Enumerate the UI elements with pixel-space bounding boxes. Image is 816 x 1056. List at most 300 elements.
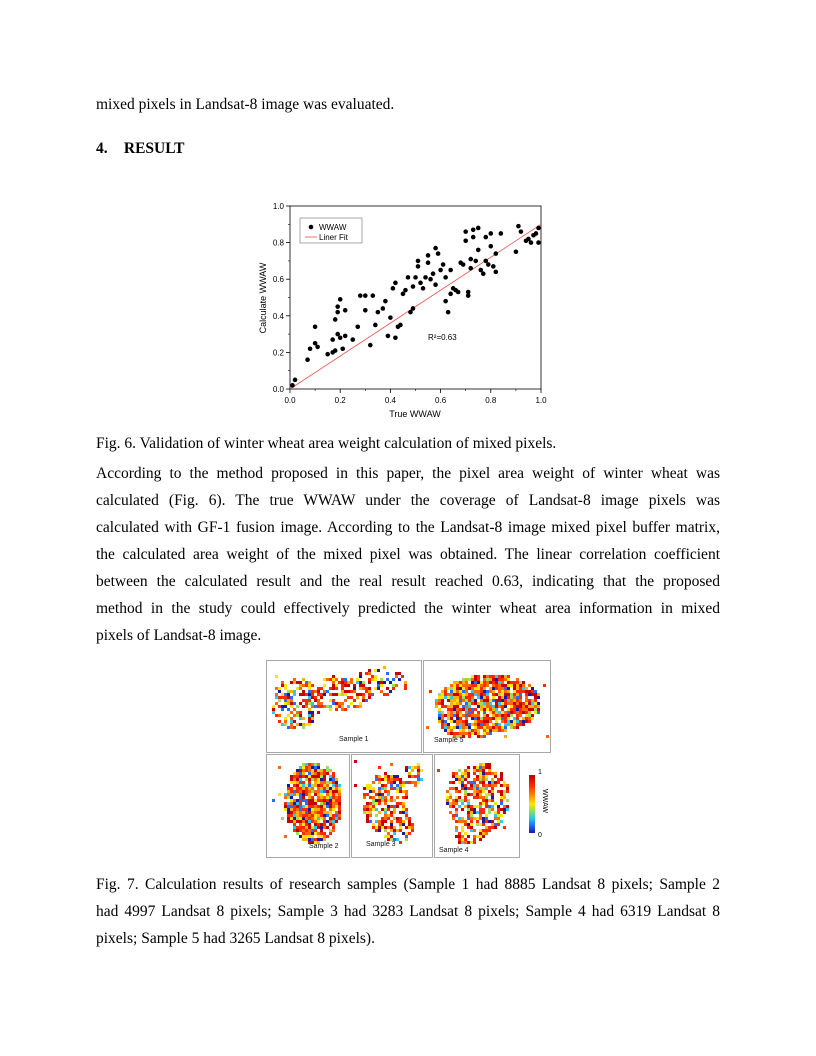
map-pixel [305, 826, 308, 829]
map-pixel [372, 787, 375, 790]
map-pixel [299, 784, 302, 787]
map-pixel [446, 790, 449, 793]
map-pixel [344, 708, 347, 711]
map-pixel [476, 793, 479, 796]
map-pixel [290, 717, 293, 720]
map-pixel [314, 832, 317, 835]
map-pixel [296, 769, 299, 772]
map-pixel [483, 702, 486, 705]
map-pixel [464, 784, 467, 787]
x-axis-label: True WWAW [389, 409, 441, 419]
map-pixel [317, 763, 320, 766]
map-pixel [305, 702, 308, 705]
map-pixel [299, 787, 302, 790]
data-point [386, 334, 391, 339]
data-point [333, 348, 338, 353]
map-pixel [507, 714, 510, 717]
map-pixel [398, 672, 401, 675]
map-pixel [468, 714, 471, 717]
map-pixel [366, 784, 369, 787]
map-pixel [329, 693, 332, 696]
map-pixel [299, 790, 302, 793]
colorbar-max-label: 1 [538, 769, 542, 776]
map-pixel [290, 720, 293, 723]
map-pixel [293, 817, 296, 820]
map-pixel [501, 720, 504, 723]
map-pixel [381, 826, 384, 829]
map-pixel [519, 687, 522, 690]
map-pixel [492, 714, 495, 717]
map-pixel [500, 793, 503, 796]
map-pixel [369, 787, 372, 790]
map-pixel [461, 799, 464, 802]
data-point [471, 227, 476, 232]
map-pixel [293, 793, 296, 796]
map-pixel [477, 711, 480, 714]
map-pixel [459, 690, 462, 693]
map-pixel [278, 705, 281, 708]
map-pixel [275, 696, 278, 699]
map-pixel [405, 781, 408, 784]
data-point [343, 334, 348, 339]
map-pixel [338, 802, 341, 805]
map-pixel [498, 675, 501, 678]
map-pixel [486, 684, 489, 687]
map-pixel [359, 693, 362, 696]
map-pixel [456, 714, 459, 717]
map-pixel [308, 811, 311, 814]
y-tick-label: 0.2 [272, 348, 284, 358]
map-pixel [477, 729, 480, 732]
map-pixel [476, 820, 479, 823]
map-pixel [299, 772, 302, 775]
map-pixel [489, 717, 492, 720]
map-pixel [320, 811, 323, 814]
map-pixel [323, 787, 326, 790]
data-point [338, 335, 343, 340]
map-pixel [387, 781, 390, 784]
data-point [456, 290, 461, 295]
map-pixel [408, 775, 411, 778]
map-pixel [308, 708, 311, 711]
map-pixel [473, 769, 476, 772]
map-pixel [317, 832, 320, 835]
map-pixel [287, 808, 290, 811]
map-pixel [305, 681, 308, 684]
map-pixel [390, 799, 393, 802]
map-pixel [507, 678, 510, 681]
data-point [343, 308, 348, 313]
map-pixel [498, 687, 501, 690]
map-pixel [476, 817, 479, 820]
map-pixel [483, 696, 486, 699]
map-pixel [372, 781, 375, 784]
map-pixel [308, 781, 311, 784]
map-pixel [525, 720, 528, 723]
map-pixel [335, 705, 338, 708]
map-pixel [464, 778, 467, 781]
data-point [335, 310, 340, 315]
map-pixel [525, 696, 528, 699]
map-pixel [338, 811, 341, 814]
map-pixel [480, 699, 483, 702]
map-pixel [494, 781, 497, 784]
map-pixel [461, 820, 464, 823]
map-pixel [467, 841, 470, 844]
map-pixel [354, 784, 357, 787]
map-pixel [308, 784, 311, 787]
map-pixel [281, 705, 284, 708]
map-pixel [477, 681, 480, 684]
data-point [536, 240, 541, 245]
map-pixel [293, 784, 296, 787]
map-pixel [476, 805, 479, 808]
map-pixel [525, 693, 528, 696]
map-pixel [390, 784, 393, 787]
map-pixel [459, 711, 462, 714]
map-pixel [305, 784, 308, 787]
x-tick-label: 0.8 [485, 396, 497, 405]
map-pixel [329, 687, 332, 690]
map-pixel [483, 693, 486, 696]
map-pixel [473, 829, 476, 832]
map-pixel [470, 781, 473, 784]
map-pixel [498, 690, 501, 693]
map-pixel [513, 687, 516, 690]
map-pixel [519, 684, 522, 687]
map-pixel [504, 696, 507, 699]
map-pixel [467, 823, 470, 826]
map-pixel [338, 814, 341, 817]
map-pixel [449, 781, 452, 784]
map-pixel [495, 702, 498, 705]
map-pixel [399, 787, 402, 790]
map-pixel [450, 690, 453, 693]
map-pixel [302, 772, 305, 775]
map-pixel [506, 808, 509, 811]
map-pixel [537, 693, 540, 696]
map-pixel [459, 693, 462, 696]
map-pixel [317, 796, 320, 799]
map-pixel [534, 693, 537, 696]
map-pixel [402, 832, 405, 835]
map-pixel [308, 832, 311, 835]
map-pixel [399, 811, 402, 814]
legend-label-fit: Liner Fit [319, 233, 348, 242]
data-point [489, 244, 494, 249]
map-pixel [488, 826, 491, 829]
map-pixel [405, 838, 408, 841]
data-point [433, 282, 438, 287]
map-pixel [516, 693, 519, 696]
map-pixel [495, 720, 498, 723]
map-pixel [503, 811, 506, 814]
map-pixel [455, 799, 458, 802]
map-pixel [494, 784, 497, 787]
map-pixel [437, 769, 440, 772]
map-pixel [332, 781, 335, 784]
map-pixel [381, 823, 384, 826]
map-pixel [480, 684, 483, 687]
map-pixel [483, 699, 486, 702]
map-pixel [317, 826, 320, 829]
map-pixel [311, 784, 314, 787]
data-point [340, 346, 345, 351]
map-pixel [311, 838, 314, 841]
map-pixel [482, 835, 485, 838]
map-pixel [378, 823, 381, 826]
map-pixel [491, 781, 494, 784]
map-pixel [534, 711, 537, 714]
map-pixel [299, 781, 302, 784]
map-pixel [326, 787, 329, 790]
map-pixel [302, 678, 305, 681]
map-pixel [459, 732, 462, 735]
map-pixel [332, 772, 335, 775]
map-pixel [525, 687, 528, 690]
map-pixel [477, 693, 480, 696]
map-pixel [299, 796, 302, 799]
map-pixel [308, 769, 311, 772]
map-pixel [441, 720, 444, 723]
map-pixel [338, 784, 341, 787]
map-pixel [296, 805, 299, 808]
map-pixel [284, 687, 287, 690]
map-pixel [441, 711, 444, 714]
map-pixel [347, 705, 350, 708]
map-pixel [485, 796, 488, 799]
y-tick-label: 0.0 [272, 385, 284, 394]
map-pixel [366, 811, 369, 814]
map-pixel [381, 784, 384, 787]
map-pixel [320, 793, 323, 796]
map-pixel [347, 690, 350, 693]
map-pixel [411, 826, 414, 829]
map-pixel [444, 723, 447, 726]
data-point [411, 306, 416, 311]
map-pixel [356, 696, 359, 699]
data-point [363, 293, 368, 298]
map-pixel [482, 772, 485, 775]
map-pixel [302, 690, 305, 693]
map-pixel [402, 790, 405, 793]
map-pixel [308, 790, 311, 793]
map-pixel [488, 772, 491, 775]
data-point [393, 281, 398, 286]
map-pixel [369, 811, 372, 814]
map-pixel [408, 832, 411, 835]
map-pixel [404, 681, 407, 684]
map-pixel [522, 684, 525, 687]
map-pixel [287, 805, 290, 808]
map-pixel [384, 835, 387, 838]
data-point [529, 240, 534, 245]
map-pixel [290, 790, 293, 793]
map-pixel [329, 796, 332, 799]
map-pixel [305, 769, 308, 772]
map-pixel [470, 820, 473, 823]
map-pixel [408, 823, 411, 826]
map-pixel [507, 711, 510, 714]
map-pixel [455, 820, 458, 823]
map-pixel [293, 690, 296, 693]
map-pixel [317, 823, 320, 826]
map-pixel [495, 693, 498, 696]
map-pixel [494, 826, 497, 829]
map-pixel [341, 690, 344, 693]
map-pixel [507, 699, 510, 702]
map-pixel [302, 823, 305, 826]
map-pixel [414, 781, 417, 784]
map-pixel [299, 717, 302, 720]
map-pixel [390, 787, 393, 790]
map-pixel [326, 790, 329, 793]
sample-5-panel [423, 660, 551, 753]
map-pixel [438, 699, 441, 702]
map-pixel [375, 799, 378, 802]
map-pixel [305, 817, 308, 820]
map-pixel [396, 820, 399, 823]
map-pixel [372, 796, 375, 799]
data-point [494, 251, 499, 256]
map-pixel [501, 726, 504, 729]
map-pixel [452, 817, 455, 820]
map-pixel [314, 690, 317, 693]
map-pixel [479, 838, 482, 841]
map-pixel [393, 829, 396, 832]
data-point [428, 277, 433, 282]
data-point [373, 323, 378, 328]
map-pixel [456, 708, 459, 711]
map-pixel [498, 705, 501, 708]
map-pixel [473, 772, 476, 775]
map-pixel [329, 799, 332, 802]
map-pixel [519, 711, 522, 714]
map-pixel [305, 799, 308, 802]
map-pixel [453, 684, 456, 687]
map-pixel [438, 696, 441, 699]
map-pixel [305, 790, 308, 793]
map-pixel [507, 723, 510, 726]
map-pixel [453, 711, 456, 714]
map-pixel [368, 672, 371, 675]
map-pixel [405, 793, 408, 796]
map-pixel [320, 705, 323, 708]
map-pixel [504, 687, 507, 690]
map-pixel [390, 763, 393, 766]
map-pixel [317, 790, 320, 793]
map-pixel [455, 772, 458, 775]
map-pixel [305, 835, 308, 838]
map-pixel [452, 775, 455, 778]
map-pixel [495, 714, 498, 717]
map-pixel [471, 690, 474, 693]
map-pixel [488, 793, 491, 796]
map-pixel [368, 681, 371, 684]
map-pixel [525, 714, 528, 717]
map-pixel [287, 802, 290, 805]
data-point [315, 345, 320, 350]
map-pixel [405, 790, 408, 793]
data-point [483, 235, 488, 240]
map-pixel [464, 769, 467, 772]
map-pixel [485, 832, 488, 835]
map-pixel [497, 820, 500, 823]
map-pixel [399, 781, 402, 784]
map-pixel [468, 729, 471, 732]
map-pixel [494, 775, 497, 778]
map-pixel [456, 732, 459, 735]
map-pixel [386, 678, 389, 681]
map-pixel [453, 702, 456, 705]
map-pixel [396, 829, 399, 832]
map-pixel [482, 796, 485, 799]
map-pixel [498, 684, 501, 687]
data-point [436, 251, 441, 256]
map-pixel [467, 799, 470, 802]
section-number: 4. [96, 140, 108, 157]
map-pixel [483, 678, 486, 681]
map-pixel [311, 775, 314, 778]
map-pixel [308, 693, 311, 696]
map-pixel [479, 817, 482, 820]
map-pixel [396, 838, 399, 841]
map-pixel [471, 732, 474, 735]
map-pixel [504, 705, 507, 708]
map-pixel [305, 838, 308, 841]
map-pixel [503, 796, 506, 799]
map-pixel [399, 790, 402, 793]
map-pixel [299, 826, 302, 829]
map-pixel [479, 763, 482, 766]
map-pixel [470, 787, 473, 790]
map-pixel [296, 681, 299, 684]
map-pixel [408, 820, 411, 823]
map-pixel [468, 711, 471, 714]
map-pixel [302, 814, 305, 817]
map-pixel [531, 699, 534, 702]
map-pixel [341, 705, 344, 708]
data-point [473, 259, 478, 264]
map-pixel [363, 796, 366, 799]
map-pixel [393, 832, 396, 835]
map-pixel [317, 766, 320, 769]
data-point [388, 315, 393, 320]
map-pixel [299, 769, 302, 772]
map-pixel [501, 729, 504, 732]
map-pixel [329, 832, 332, 835]
map-pixel [338, 817, 341, 820]
map-pixel [498, 729, 501, 732]
map-pixel [447, 711, 450, 714]
map-pixel [366, 814, 369, 817]
map-pixel [452, 805, 455, 808]
map-pixel [479, 811, 482, 814]
map-pixel [323, 808, 326, 811]
map-pixel [284, 723, 287, 726]
map-pixel [335, 708, 338, 711]
map-pixel [516, 720, 519, 723]
map-pixel [489, 687, 492, 690]
map-pixel [456, 711, 459, 714]
map-pixel [474, 690, 477, 693]
map-pixel [399, 820, 402, 823]
map-pixel [305, 808, 308, 811]
colorbar-title: WWAW [541, 789, 548, 813]
map-pixel [366, 787, 369, 790]
map-pixel [441, 717, 444, 720]
map-pixel [338, 705, 341, 708]
